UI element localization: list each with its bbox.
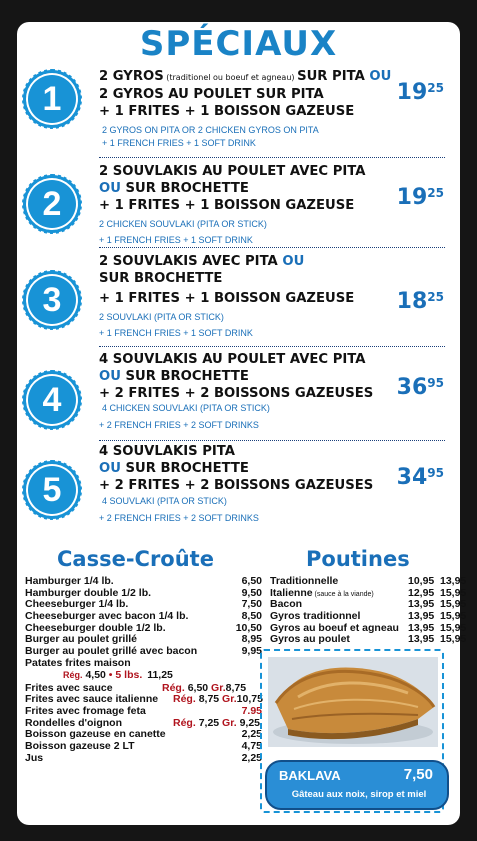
item-price: 13,95 xyxy=(408,621,435,634)
divider xyxy=(99,440,445,441)
or-text: OU xyxy=(369,69,392,84)
special-line: 2 GYROS AU POULET SUR PITA xyxy=(99,87,324,102)
item-price: 9,95 xyxy=(241,645,262,658)
item-price: 4,50 xyxy=(85,668,106,681)
number-badge: 4 xyxy=(23,371,81,429)
special-price xyxy=(397,375,444,400)
size-label: Gr. xyxy=(222,693,237,706)
item-name: Frites avec sauce italienne xyxy=(25,693,159,706)
item-price: 10,50 xyxy=(235,621,262,634)
special-line xyxy=(99,460,389,477)
baklava-name: BAKLAVA xyxy=(279,768,341,783)
baklava-label xyxy=(265,760,449,810)
casse-croute-title: Casse-Croûte xyxy=(57,547,214,571)
item-price: 10,95 xyxy=(408,575,435,587)
item-price: 13,95 xyxy=(408,610,435,623)
english-line: 4 SOUVLAKI (PITA OR STICK) xyxy=(102,496,227,506)
item-price: 8,95 xyxy=(241,633,262,646)
item-name: Hamburger 1/4 lb. xyxy=(25,575,114,587)
item-price: 11,25 xyxy=(147,668,173,681)
or-text: OU xyxy=(282,254,305,269)
number-badge: 1 xyxy=(23,70,81,128)
baklava-description: Gâteau aux noix, sirop et miel xyxy=(291,789,427,800)
english-line: + 2 FRENCH FRIES + 2 SOFT DRINKS xyxy=(99,420,259,430)
item-price: 15,95 xyxy=(440,598,467,611)
item-price: 15,95 xyxy=(440,633,467,646)
list-item xyxy=(25,753,262,765)
item-price: 2,25 xyxy=(241,728,262,741)
item-name: Cheeseburger 1/4 lb. xyxy=(25,598,129,611)
bullet: • xyxy=(108,668,113,681)
price-main: 36 xyxy=(396,375,428,400)
size-label: Gr. xyxy=(222,716,237,729)
english-line: + 1 FRENCH FRIES + 1 SOFT DRINK xyxy=(102,138,256,148)
english-line: + 2 FRENCH FRIES + 2 SOFT DRINKS xyxy=(99,513,259,523)
item-price: 8,50 xyxy=(241,610,262,623)
english-line: + 1 FRENCH FRIES + 1 SOFT DRINK xyxy=(99,328,253,338)
special-price xyxy=(397,80,444,105)
item-name: Bacon xyxy=(270,598,303,611)
item-price: 13,95 xyxy=(408,598,435,611)
size-label: Rég. xyxy=(173,693,196,706)
item-price: 13,95 xyxy=(440,575,467,587)
special-line xyxy=(99,180,389,197)
item-name: Traditionnelle xyxy=(270,575,339,587)
item-name: Gyros au poulet xyxy=(270,633,350,646)
item-price: 15,95 xyxy=(440,621,467,634)
item-price: 8,75 xyxy=(198,693,220,706)
item-name: Burger au poulet grillé xyxy=(25,633,138,646)
price-main: 19 xyxy=(396,80,428,105)
item-name: Boisson gazeuse en canette xyxy=(25,728,166,741)
price-main: 19 xyxy=(396,185,428,210)
english-line: 2 GYROS ON PITA OR 2 CHICKEN GYROS ON PITA xyxy=(102,125,319,135)
special-line: SUR BROCHETTE xyxy=(99,271,223,286)
item-price: 8,75 xyxy=(225,681,247,694)
special-text: SUR BROCHETTE xyxy=(120,461,249,476)
special-line: + 2 FRITES + 2 BOISSONS GAZEUSES xyxy=(99,478,374,493)
item-price: 13,95 xyxy=(408,633,435,646)
item-price: 9,25 xyxy=(239,716,260,729)
list-item xyxy=(25,658,262,670)
size-label: Rég. xyxy=(173,716,196,729)
number-badge: 5 xyxy=(23,461,81,519)
special-line xyxy=(99,368,389,385)
price-cents: 25 xyxy=(427,81,444,95)
special-line: + 1 FRITES + 1 BOISSON GAZEUSE xyxy=(99,198,355,213)
price-cents: 25 xyxy=(427,186,444,200)
divider xyxy=(99,346,445,347)
special-line xyxy=(99,253,389,270)
special-text: SUR PITA xyxy=(297,69,370,84)
poutines-list xyxy=(270,575,467,646)
item-name: Frites avec sauce xyxy=(25,681,113,694)
special-line: + 2 FRITES + 2 BOISSONS GAZEUSES xyxy=(99,386,374,401)
item-price: 12,95 xyxy=(408,586,435,599)
item-name: Gyros au boeuf et agneau xyxy=(270,621,399,634)
number-badge: 3 xyxy=(23,271,81,329)
or-text: OU xyxy=(99,461,121,476)
special-price xyxy=(397,185,444,210)
price-main: 34 xyxy=(396,465,428,490)
list-item xyxy=(25,741,262,753)
item-price: 7,50 xyxy=(241,598,262,611)
item-name: Patates frites maison xyxy=(25,656,131,669)
item-price: 9,50 xyxy=(241,586,262,599)
special-price xyxy=(397,289,444,314)
divider xyxy=(99,157,445,158)
baklava-image xyxy=(268,657,438,747)
price-main: 18 xyxy=(396,289,428,314)
size-label: 5 lbs. xyxy=(115,668,143,681)
item-name: Gyros traditionnel xyxy=(270,610,361,623)
number-badge: 2 xyxy=(23,175,81,233)
english-line: + 1 FRENCH FRIES + 1 SOFT DRINK xyxy=(99,235,253,245)
special-text: 2 SOUVLAKIS AVEC PITA xyxy=(99,254,283,269)
casse-croute-list xyxy=(25,576,262,764)
special-text: SUR BROCHETTE xyxy=(120,181,249,196)
english-line: 2 SOUVLAKI (PITA OR STICK) xyxy=(99,312,224,322)
item-price: 15,95 xyxy=(440,586,467,599)
price-cents: 25 xyxy=(427,290,444,304)
or-text: OU xyxy=(99,369,121,384)
item-name: Frites avec fromage feta xyxy=(25,704,146,717)
page-title: SPÉCIAUX xyxy=(139,24,338,64)
item-name: Boisson gazeuse 2 LT xyxy=(25,739,135,752)
item-name: Rondelles d'oignon xyxy=(25,716,122,729)
item-name: Italienne xyxy=(270,586,313,599)
special-text: SUR BROCHETTE xyxy=(120,369,249,384)
item-name: Jus xyxy=(25,751,44,764)
item-note: (sauce à la viande) xyxy=(312,590,374,598)
menu-card xyxy=(17,22,467,825)
special-note: (traditionel ou boeuf et agneau) xyxy=(163,73,298,82)
item-name: Cheeseburger avec bacon 1/4 lb. xyxy=(25,610,189,623)
special-line: + 1 FRITES + 1 BOISSON GAZEUSE xyxy=(99,291,355,306)
item-price: 7.95 xyxy=(241,704,262,717)
list-item xyxy=(270,633,467,646)
item-price: 4,75 xyxy=(241,739,262,752)
size-label: Gr. xyxy=(211,681,226,694)
item-price: 10,75 xyxy=(236,693,263,706)
baklava-price: 7,50 xyxy=(403,766,433,783)
baklava-photo xyxy=(268,657,426,747)
special-line xyxy=(99,68,392,86)
item-price: 7,25 xyxy=(198,716,220,729)
special-line: 2 SOUVLAKIS AU POULET AVEC PITA xyxy=(99,164,366,179)
divider xyxy=(99,247,445,248)
special-price xyxy=(397,465,444,490)
item-price: 6,50 xyxy=(241,575,262,587)
item-price: 6,50 xyxy=(187,681,209,694)
size-label: Rég. xyxy=(63,669,83,680)
special-line: 4 SOUVLAKIS PITA xyxy=(99,444,235,459)
special-line: 4 SOUVLAKIS AU POULET AVEC PITA xyxy=(99,352,366,367)
or-text: OU xyxy=(99,181,121,196)
item-price: 15,95 xyxy=(440,610,467,623)
special-line: + 1 FRITES + 1 BOISSON GAZEUSE xyxy=(99,104,355,119)
item-name: Cheeseburger double 1/2 lb. xyxy=(25,621,166,634)
item-name: Burger au poulet grillé avec bacon xyxy=(25,645,198,658)
item-price: 2,25 xyxy=(241,751,262,764)
price-cents: 95 xyxy=(427,376,444,390)
price-cents: 95 xyxy=(427,466,444,480)
size-label: Rég. xyxy=(162,681,185,694)
special-text: 2 GYROS xyxy=(99,69,164,84)
english-line: 4 CHICKEN SOUVLAKI (PITA OR STICK) xyxy=(102,403,270,413)
english-line: 2 CHICKEN SOUVLAKI (PITA OR STICK) xyxy=(99,219,267,229)
poutines-title: Poutines xyxy=(306,547,410,571)
item-name: Hamburger double 1/2 lb. xyxy=(25,586,152,599)
